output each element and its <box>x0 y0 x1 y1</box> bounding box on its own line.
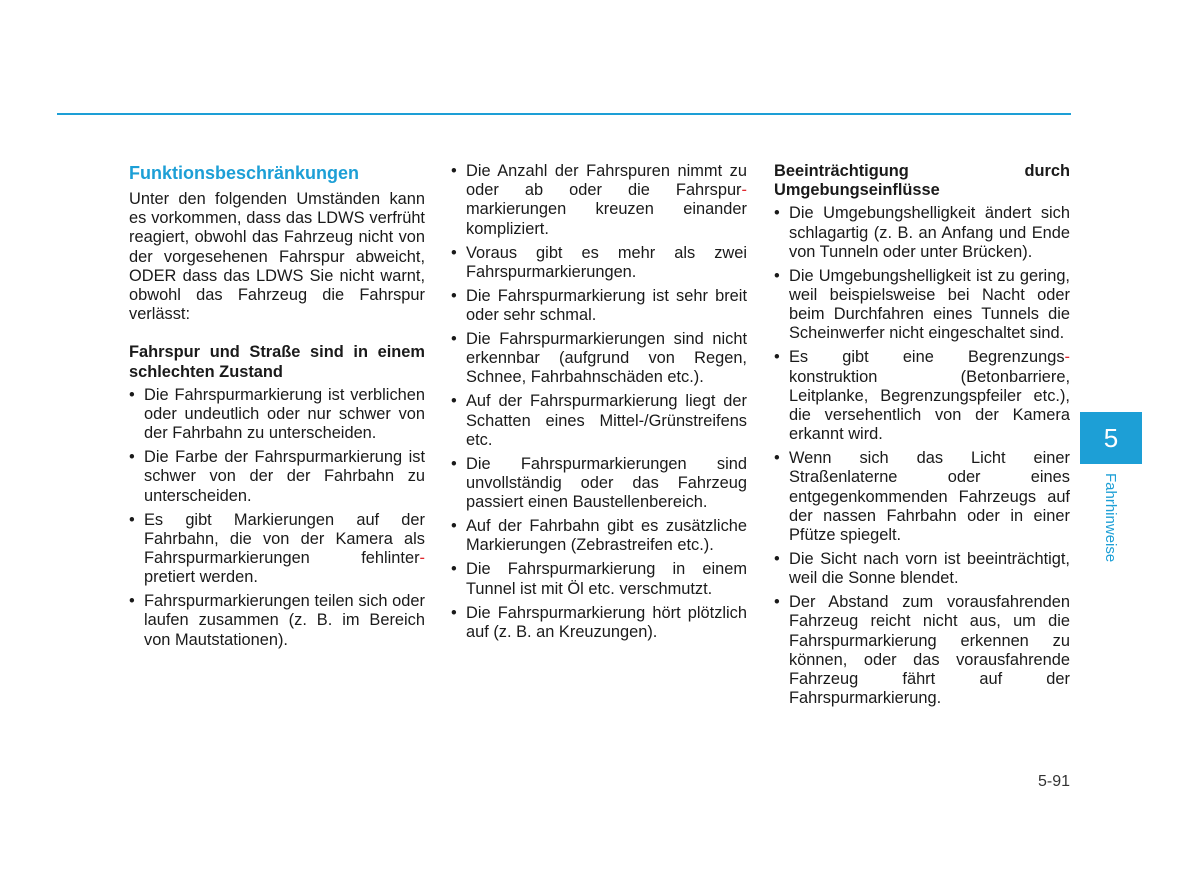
list-item: • Es gibt Markierungen auf der Fahrbahn, die von der Kamera als Fahrspurmarkierungen fehlinter- pretiert werden. <box>129 511 425 588</box>
list-item: • Der Abstand zum vorausfahrenden Fahrzeug reicht nicht aus, um die Fahrspurmarkierung erkennen zu können, oder das vorausfahrende Fahrzeug fährt auf der Fahrspurmarkierung. <box>774 593 1070 708</box>
environment-list <box>774 204 1070 708</box>
list-item: • Voraus gibt es mehr als zwei Fahrspurmarkierungen. <box>451 244 747 282</box>
header-rule <box>57 113 1071 115</box>
list-item: • Wenn sich das Licht einer Straßenlaterne oder eines entgegenkommenden Fahrzeugs auf der nassen Fahrbahn oder in einer Pfütze spiegelt. <box>774 449 1070 545</box>
page-number: 5-91 <box>1037 773 1070 790</box>
list-item: • Die Fahrspurmarkierung hört plötzlich auf (z. B. an Kreuzungen). <box>451 604 747 642</box>
chapter-label: Fahrhinweise <box>1102 473 1119 563</box>
column-left <box>129 162 425 655</box>
list-item: • Die Umgebungshelligkeit ist zu gering, weil beispielsweise bei Nacht oder beim Durchfahren eines Tunnels die Scheinwerfer nicht eingeschaltet sind. <box>774 267 1070 344</box>
list-item: • Die Fahrspurmarkierung in einem Tunnel ist mit Öl etc. verschmutzt. <box>451 560 747 598</box>
list-item: • Die Anzahl der Fahrspuren nimmt zu oder ab oder die Fahrspur- markierungen kreuzen einander kompliziert. <box>451 162 747 239</box>
column-right <box>774 162 1070 713</box>
list-item: • Die Fahrspurmarkierungen sind nicht erkennbar (aufgrund von Regen, Schnee, Fahrbahnschäden etc.). <box>451 330 747 388</box>
section-title: Funktionsbeschränkungen <box>129 163 360 183</box>
list-item: • Auf der Fahrbahn gibt es zusätzliche Markierungen (Zebrastreifen etc.). <box>451 517 747 555</box>
list-item: • Die Umgebungshelligkeit ändert sich schlagartig (z. B. an Anfang und Ende von Tunneln oder unter Brücken). <box>774 204 1070 262</box>
list-item: • Die Fahrspurmarkierungen sind unvollständig oder das Fahrzeug passiert einen Baustellenbereich. <box>451 455 747 513</box>
intro-paragraph: Unter den folgenden Umständen kann es vorkommen, dass das LDWS verfrüht reagiert, obwohl das Fahrzeug nicht von der vorgesehenen Fahrspur abweicht, ODER dass das LDWS Sie nicht warnt, obwohl das Fahrzeug die Fahrspur verlässt: <box>129 190 425 324</box>
list-item: • Es gibt eine Begrenzungs- konstruktion (Betonbarriere, Leitplanke, Begrenzungspfeiler etc.), die versehentlich von der Kamera erkannt wird. <box>774 348 1070 444</box>
road-condition-heading: Fahrspur und Straße sind in einem schlechten Zustand <box>129 343 425 381</box>
list-item: • Fahrspurmarkierungen teilen sich oder laufen zusammen (z. B. im Bereich von Mautstationen). <box>129 592 425 650</box>
list-item: • Die Farbe der Fahrspurmarkierung ist schwer von der der Fahrbahn zu unterscheiden. <box>129 448 425 506</box>
list-item: • Die Sicht nach vorn ist beeinträchtigt, weil die Sonne blendet. <box>774 550 1070 588</box>
chapter-tab: 5 <box>1080 412 1142 464</box>
list-item: • Auf der Fahrspurmarkierung liegt der Schatten eines Mittel-/Grünstreifens etc. <box>451 392 747 450</box>
column-middle <box>451 162 747 647</box>
list-item: • Die Fahrspurmarkierung ist sehr breit oder sehr schmal. <box>451 287 747 325</box>
road-condition-list <box>129 386 425 650</box>
list-item: • Die Fahrspurmarkierung ist verblichen oder undeutlich oder nur schwer von der Fahrbahn zu unterscheiden. <box>129 386 425 444</box>
lane-marking-list <box>451 162 747 642</box>
environment-heading: Beeinträchtigung durch Umgebungseinflüsse <box>774 162 1070 200</box>
